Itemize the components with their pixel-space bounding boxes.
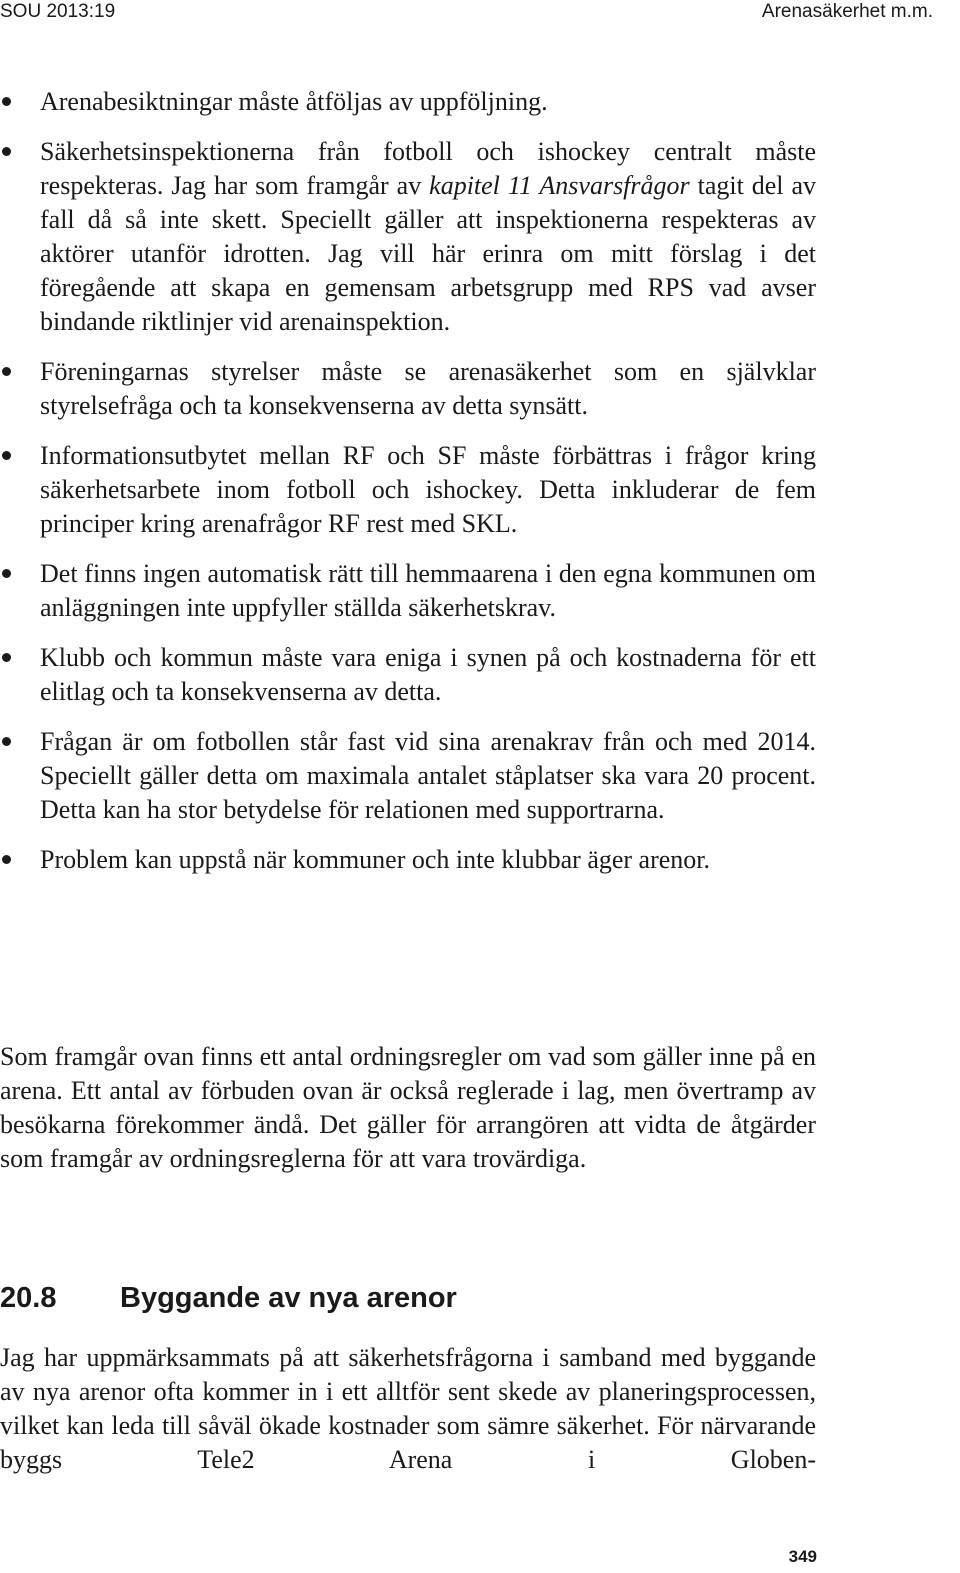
- bullet-item: [0, 439, 816, 541]
- bullet-icon: [2, 855, 11, 864]
- bullet-item: [0, 355, 816, 423]
- bullet-text-continued: tagit del av fall då så inte skett. Speciellt gäller att inspektionerna respekteras av aktörer utanför idrotten. Jag vill här erinra om mitt förslag i det föregående att skapa en gemensam arbetsgrupp med RPS vad avser bindande riktlinjer vid arenainspektion.: [40, 171, 817, 336]
- section-title: Byggande av nya arenor: [120, 1282, 457, 1314]
- bullet-text: Säkerhetsinspektionerna från fotboll och ishockey centralt måste respekteras. Jag har som framgår av: [40, 137, 816, 200]
- chapter-title: Arenasäkerhet m.m.: [761, 1, 933, 22]
- report-reference: SOU 2013:19: [0, 1, 116, 22]
- section-number: 20.8: [0, 1282, 57, 1314]
- bullet-item: [0, 641, 816, 709]
- bullet-text: Det finns ingen automatisk rätt till hemmaarena i den egna kommunen om anläggningen inte uppfyller ställda säkerhetskrav.: [40, 559, 816, 622]
- body-paragraph: Som framgår ovan finns ett antal ordningsregler om vad som gäller inne på en arena. Ett antal av förbuden ovan är också reglerade i lag, men övertramp av besökarna förekommer ändå. Det gäller för arrangören att vidta de åtgärder som framgår av ordningsreglerna för att vara trovärdiga.: [0, 1042, 816, 1173]
- bullet-item: [0, 843, 816, 877]
- bullet-icon: [2, 97, 11, 106]
- section-heading: [0, 1279, 457, 1317]
- bullet-list: [0, 85, 816, 893]
- bullet-text: Klubb och kommun måste vara eniga i synen på och kostnaderna för ett elitlag och ta konsekvenserna av detta.: [40, 643, 816, 706]
- chapter-reference: kapitel 11 Ansvarsfrågor: [429, 171, 690, 200]
- bullet-text: Informationsutbytet mellan RF och SF måste förbättras i frågor kring säkerhetsarbete inom fotboll och ishockey. Detta inkluderar de fem principer kring arenafrågor RF rest med SKL.: [40, 441, 816, 538]
- bullet-item: [0, 557, 816, 625]
- bullet-item: [0, 85, 816, 119]
- bullet-icon: [2, 569, 11, 578]
- bullet-text: Arenabesiktningar måste åtföljas av uppföljning.: [40, 87, 548, 116]
- bullet-icon: [2, 147, 11, 156]
- bullet-text: Frågan är om fotbollen står fast vid sina arenakrav från och med 2014. Speciellt gäller detta om maximala antalet ståplatser ska vara 20 procent. Detta kan ha stor betydelse för relationen med supportrarna.: [40, 727, 816, 824]
- bullet-icon: [2, 367, 11, 376]
- bullet-item: [0, 135, 816, 339]
- running-header: [0, 0, 960, 24]
- bullet-icon: [2, 653, 11, 662]
- bullet-icon: [2, 451, 11, 460]
- bullet-item: [0, 725, 816, 827]
- bullet-icon: [2, 737, 11, 746]
- page-number: 349: [788, 1547, 817, 1566]
- body-paragraph: Jag har uppmärksammats på att säkerhetsfrågorna i samband med byggande av nya arenor ofta kommer in i ett alltför sent skede av planeringsprocessen, vilket kan leda till såväl ökade kostnader som sämre säkerhet. För närvarande byggs Tele2 Arena i Globen-: [0, 1343, 816, 1474]
- bullet-text: Föreningarnas styrelser måste se arenasäkerhet som en självklar styrelsefråga och ta konsekvenserna av detta synsätt.: [40, 357, 816, 420]
- bullet-text: Problem kan uppstå när kommuner och inte klubbar äger arenor.: [40, 845, 711, 874]
